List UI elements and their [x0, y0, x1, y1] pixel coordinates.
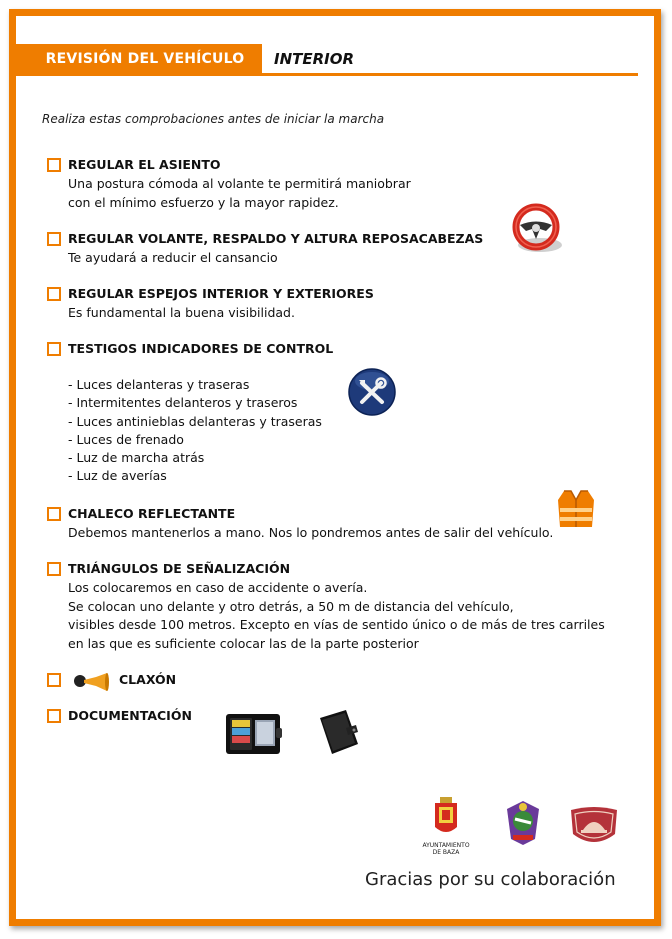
list-item: - Luz de marcha atrás	[68, 450, 205, 466]
list-item: - Intermitentes delanteros y traseros	[68, 395, 298, 411]
logo-line: DE BAZA	[432, 849, 460, 856]
item-desc	[68, 175, 411, 212]
checkbox[interactable]	[47, 158, 61, 172]
item-title: DOCUMENTACIÓN	[68, 708, 192, 723]
desc-line: con el mínimo esfuerzo y la mayor rapidez.	[68, 194, 339, 210]
item-title: CHALECO REFLECTANTE	[68, 506, 236, 521]
town-hall-name	[418, 842, 474, 856]
item-title: CLAXÓN	[119, 672, 177, 687]
item-title: REGULAR VOLANTE, RESPALDO Y ALTURA REPOSACABEZAS	[68, 231, 484, 246]
item-title: TRIÁNGULOS DE SEÑALIZACIÓN	[68, 561, 291, 576]
section-title-text: REVISIÓN DEL VEHÍCULO	[45, 51, 245, 67]
item-desc	[68, 524, 553, 543]
desc-line: Te ayudará a reducir el cansancio	[68, 250, 278, 265]
document-folder-icon	[316, 708, 360, 756]
civil-protection-badge-icon	[505, 799, 541, 847]
item-title: REGULAR EL ASIENTO	[68, 157, 221, 172]
item-desc	[68, 249, 278, 268]
checkbox[interactable]	[47, 507, 61, 521]
lights-list	[68, 376, 322, 486]
list-item: - Luces de frenado	[68, 431, 184, 447]
desc-line: Se colocan uno delante y otro detrás, a 50 m de distancia del vehículo,	[68, 598, 514, 614]
checkbox[interactable]	[47, 232, 61, 246]
desc-line: Debemos mantenerlos a mano. Nos lo pondremos antes de salir del vehículo.	[68, 525, 554, 540]
list-item: - Luz de averías	[68, 468, 167, 484]
section-title	[16, 44, 262, 74]
horn-icon	[73, 672, 109, 694]
logo-line: AYUNTAMIENTO	[422, 842, 470, 849]
checkbox[interactable]	[47, 287, 61, 301]
list-item: - Luces delanteras y traseras	[68, 377, 250, 392]
checkbox[interactable]	[47, 342, 61, 356]
desc-line: Una postura cómoda al volante te permitirá maniobrar	[68, 176, 411, 191]
checkbox[interactable]	[47, 562, 61, 576]
desc-line: Los colocaremos en caso de accidente o avería.	[68, 580, 368, 595]
checkbox[interactable]	[47, 709, 61, 723]
tools-icon	[348, 368, 396, 416]
section-subtitle: INTERIOR	[274, 50, 355, 68]
checkbox[interactable]	[47, 673, 61, 687]
reflective-vest-icon	[556, 488, 596, 530]
header-divider	[16, 73, 638, 76]
item-title: TESTIGOS INDICADORES DE CONTROL	[68, 341, 334, 356]
desc-line: en las que es suficiente colocar las de la parte posterior	[68, 635, 419, 651]
list-item: - Luces antinieblas delanteras y traseras	[68, 413, 322, 429]
steering-wheel-icon	[512, 203, 564, 255]
fire-brigade-badge-icon	[567, 804, 621, 850]
item-title: REGULAR ESPEJOS INTERIOR Y EXTERIORES	[68, 286, 374, 301]
intro-text: Realiza estas comprobaciones antes de iniciar la marcha	[42, 112, 385, 126]
wallet-icon	[224, 710, 284, 756]
item-desc	[68, 579, 605, 653]
closing-message: Gracias por su colaboración	[365, 869, 616, 890]
item-desc	[68, 304, 295, 323]
desc-line: Es fundamental la buena visibilidad.	[68, 305, 295, 320]
town-hall-crest-icon	[432, 797, 460, 841]
desc-line: visibles desde 100 metros. Excepto en vías de sentido único o de más de tres carriles	[68, 617, 605, 632]
